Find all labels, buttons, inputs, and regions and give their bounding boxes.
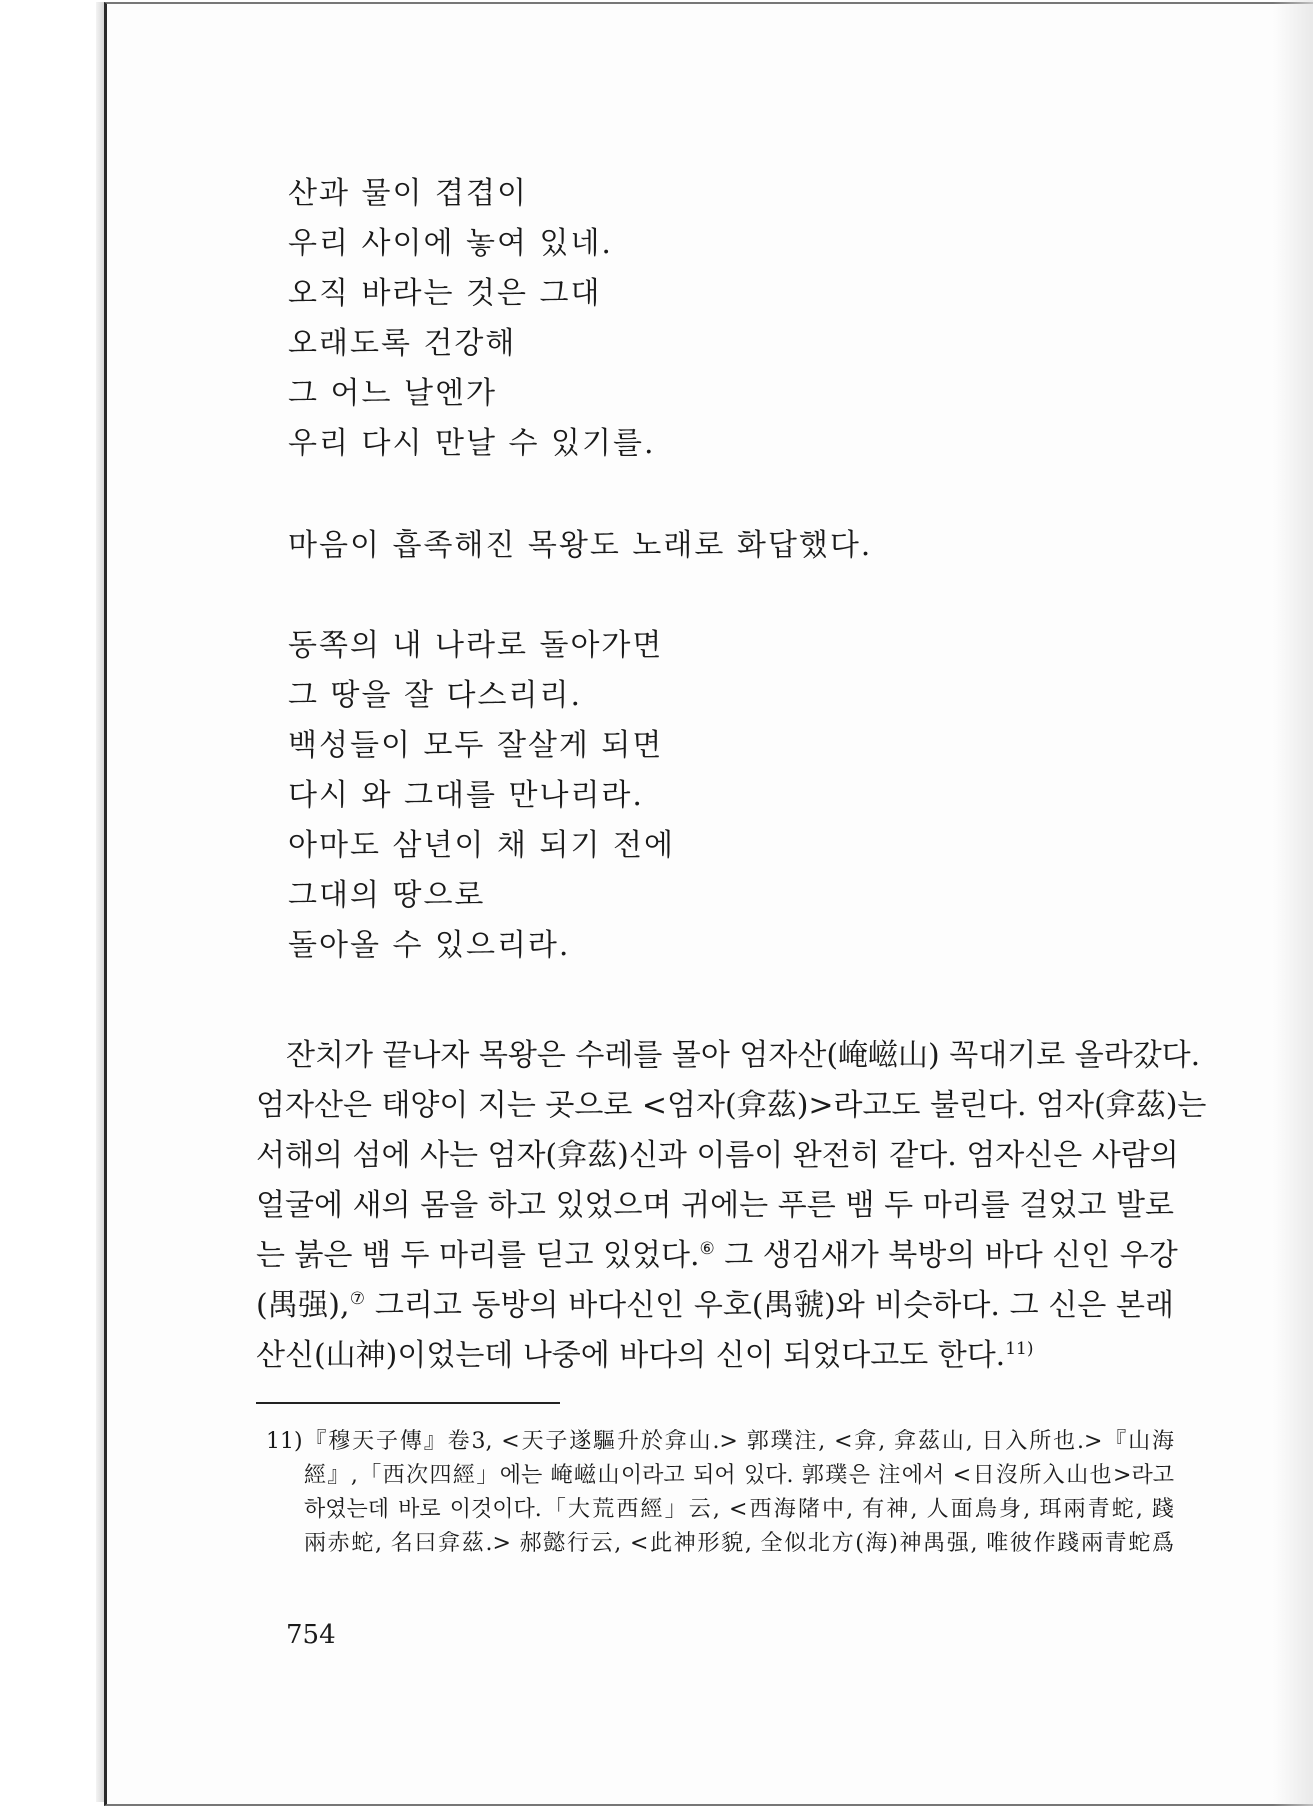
poem2-line-3: 백성들이 모두 잘살게 되면 [288,728,664,763]
paragraph-line-4: 얼굴에 새의 몸을 하고 있었으며 귀에는 푸른 뱀 두 마리를 걸었고 발로 [256,1188,1174,1223]
footnote-rule [256,1402,560,1404]
poem2-line-4: 다시 와 그대를 만나리라. [288,778,644,813]
paragraph-line-6-head: (禺强), [256,1288,350,1323]
narration: 마음이 흡족해진 목왕도 노래로 화답했다. [288,528,873,563]
citation-marker-6: ⑥ [699,1239,715,1259]
footnote-marker-11: 11) [1005,1339,1034,1359]
footnote-line-3: 하였는데 바로 이것이다.「大荒西經」云, <西海陼中, 有神, 人面鳥身, 珥兩青蛇, 踐 [304,1497,1174,1522]
poem1-line-5: 그 어느 날엔가 [288,376,497,411]
paragraph-line-5 [256,1230,1178,1274]
footnote-line-2: 經』,「西次四經」에는 崦嵫山이라고 되어 있다. 郭璞은 注에서 <日沒所入山也>라고 [304,1463,1174,1488]
footnote-line-1: 11)『穆天子傳』卷3, <天子遂驅升於弇山.> 郭璞注, <弇, 弇茲山, 日入所也.>『山海 [266,1429,1174,1454]
page-number: 754 [286,1620,336,1650]
page-edge [96,2,104,1802]
paragraph-line-1: 잔치가 끝나자 목왕은 수레를 몰아 엄자산(崦嵫山) 꼭대기로 올라갔다. [286,1038,1201,1073]
poem1-line-4: 오래도록 건강해 [288,326,517,361]
page-shadow [1273,0,1313,1806]
paragraph-line-5-text: 는 붉은 뱀 두 마리를 딛고 있었다. [256,1238,700,1273]
poem2-line-1: 동쪽의 내 나라로 돌아가면 [288,628,664,663]
poem1-line-6: 우리 다시 만날 수 있기를. [288,426,656,461]
citation-marker-7: ⑦ [349,1289,366,1309]
paragraph-line-7 [256,1330,1174,1374]
paragraph-line-6 [256,1280,1174,1324]
poem1-line-1: 산과 물이 겹겹이 [288,176,528,211]
poem2-line-2: 그 땅을 잘 다스리리. [288,678,582,713]
poem2-line-5: 아마도 삼년이 채 되기 전에 [288,828,675,863]
poem1-line-2: 우리 사이에 놓여 있네. [288,226,613,261]
poem2-line-6: 그대의 땅으로 [288,878,486,913]
poem1-line-3: 오직 바라는 것은 그대 [288,276,602,311]
paragraph-line-6-tail: 그리고 동방의 바다신인 우호(禺虢)와 비슷하다. 그 신은 본래 [365,1288,1174,1323]
footnote-line-4: 兩赤蛇, 名曰弇茲.> 郝懿行云, <此神形貌, 全似北方(海)神禺强, 唯彼作踐兩青蛇爲 [304,1531,1174,1556]
poem2-line-7: 돌아올 수 있으리라. [288,928,571,963]
paragraph-line-7-text: 산신(山神)이었는데 나중에 바다의 신이 되었다고도 한다. [256,1338,1006,1373]
paragraph-line-2: 엄자산은 태양이 지는 곳으로 <엄자(弇茲)>라고도 불린다. 엄자(弇茲)는 [256,1088,1207,1123]
paragraph-line-5-tail: 그 생김새가 북방의 바다 신인 우강 [714,1238,1178,1273]
paragraph-line-3: 서해의 섬에 사는 엄자(弇茲)신과 이름이 완전히 같다. 엄자신은 사람의 [256,1138,1179,1173]
